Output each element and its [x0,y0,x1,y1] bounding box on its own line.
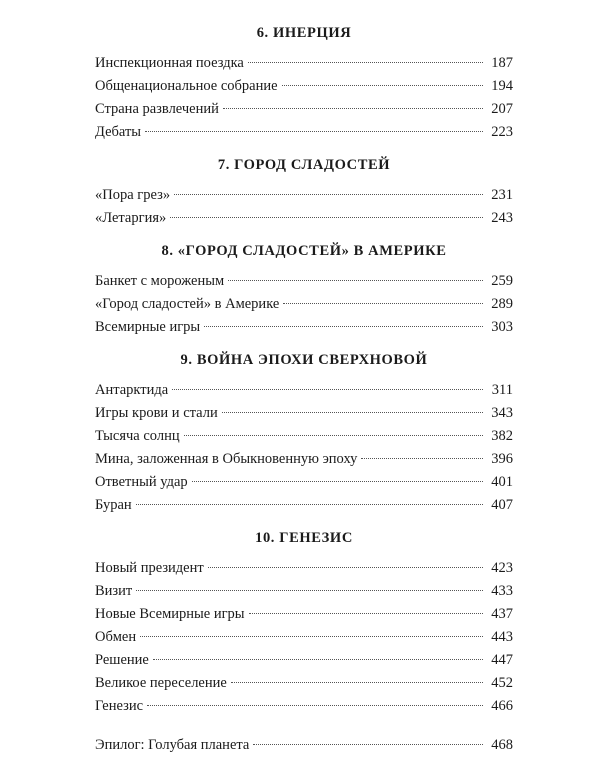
dot-leader [248,62,483,63]
toc-entry-page: 311 [491,382,513,398]
toc-entry-label: Мина, заложенная в Обыкновенную эпоху [95,451,358,467]
toc-entry-label: Новые Всемирные игры [95,606,245,622]
toc-entry[interactable] [95,603,513,626]
toc-entry-page: 433 [491,583,513,599]
toc-entry-page: 187 [491,55,513,71]
toc-entry-page: 382 [491,428,513,444]
dot-leader [228,280,483,281]
toc-entry[interactable] [95,184,513,207]
toc-entry-label: Буран [95,497,132,513]
toc-entry-label: Великое переселение [95,675,227,691]
toc-entry[interactable] [95,270,513,293]
toc-entry[interactable] [95,695,513,718]
dot-leader [208,567,483,568]
dot-leader [172,389,483,390]
dot-leader [140,636,483,637]
toc-entry-page: 407 [491,497,513,513]
toc-entry-label: Новый президент [95,560,204,576]
dot-leader [136,504,483,505]
toc-entry[interactable] [95,75,513,98]
dot-leader [231,682,483,683]
toc-entry-page: 223 [491,124,513,140]
toc-entry-page: 243 [491,210,513,226]
toc-entry-page: 443 [491,629,513,645]
dot-leader [147,705,483,706]
toc-entry-page: 401 [491,474,513,490]
dot-leader [222,412,483,413]
toc-entry[interactable] [95,316,513,339]
dot-leader [283,303,483,304]
section-entries [95,52,513,144]
toc-entry[interactable] [95,121,513,144]
toc-entry-label: Решение [95,652,149,668]
toc-entry-page: 468 [491,737,513,753]
toc-entry-label: «Пора грез» [95,187,171,203]
toc-entry-page: 447 [491,652,513,668]
toc-entry-page: 231 [491,187,513,203]
dot-leader [170,217,483,218]
section-title: 9. ВОЙНА ЭПОХИ СВЕРХНОВОЙ [180,352,428,368]
toc-entry-page: 396 [491,451,513,467]
dot-leader [204,326,483,327]
section-title: 6. ИНЕРЦИЯ [256,25,352,41]
toc-entry[interactable] [95,448,513,471]
toc-entry[interactable] [95,649,513,672]
toc-entry-label: «Летаргия» [95,210,167,226]
dot-leader [136,590,483,591]
table-of-contents [95,22,513,757]
toc-entry-label: Инспекционная поездка [95,55,244,71]
section-title: 10. ГЕНЕЗИС [255,530,353,546]
dot-leader [282,85,483,86]
toc-entry-page: 289 [491,296,513,312]
toc-entry-label: Игры крови и стали [95,405,218,421]
dot-leader [253,744,483,745]
toc-entry-page: 466 [491,698,513,714]
dot-leader [153,659,483,660]
toc-entry[interactable] [95,425,513,448]
dot-leader [145,131,483,132]
toc-entry-label: Общенациональное собрание [95,78,278,94]
dot-leader [184,435,483,436]
toc-entry-label: Всемирные игры [95,319,201,335]
toc-entry[interactable] [95,471,513,494]
section-entries [95,184,513,230]
section-entries [95,270,513,339]
section-title: 7. ГОРОД СЛАДОСТЕЙ [217,157,391,173]
toc-entry[interactable] [95,402,513,425]
toc-entry-page: 452 [491,675,513,691]
toc-entry-page: 437 [491,606,513,622]
toc-entry-label: Генезис [95,698,144,714]
toc-entry-label: Тысяча солнц [95,428,180,444]
toc-entry[interactable] [95,379,513,402]
toc-entry-page: 423 [491,560,513,576]
toc-entry-page: 259 [491,273,513,289]
section-entries [95,379,513,517]
toc-entry-page: 303 [491,319,513,335]
toc-entry[interactable] [95,626,513,649]
dot-leader [174,194,483,195]
toc-entry[interactable] [95,557,513,580]
toc-entry-label: Дебаты [95,124,142,140]
toc-entry[interactable] [95,494,513,517]
toc-entry[interactable] [95,52,513,75]
dot-leader [249,613,483,614]
toc-entry-label: Антарктида [95,382,169,398]
toc-entry-label: Страна развлечений [95,101,219,117]
toc-entry-page: 343 [491,405,513,421]
toc-entry-label: Эпилог: Голубая планета [95,737,250,753]
toc-entry-page: 194 [491,78,513,94]
toc-entry-label: Ответный удар [95,474,188,490]
dot-leader [361,458,483,459]
toc-entry-label: Обмен [95,629,137,645]
toc-entry[interactable] [95,98,513,121]
dot-leader [223,108,483,109]
toc-entry-label: Банкет с мороженым [95,273,225,289]
toc-entry[interactable] [95,207,513,230]
epilogue-entries [95,734,513,757]
toc-entry[interactable] [95,672,513,695]
toc-entry-label: «Город сладостей» в Америке [95,296,280,312]
section-entries [95,557,513,718]
toc-entry[interactable] [95,580,513,603]
toc-entry[interactable] [95,293,513,316]
toc-entry-epilogue[interactable] [95,734,513,757]
dot-leader [192,481,483,482]
section-title: 8. «ГОРОД СЛАДОСТЕЙ» В АМЕРИКЕ [161,243,447,259]
toc-entry-page: 207 [491,101,513,117]
toc-entry-label: Визит [95,583,133,599]
